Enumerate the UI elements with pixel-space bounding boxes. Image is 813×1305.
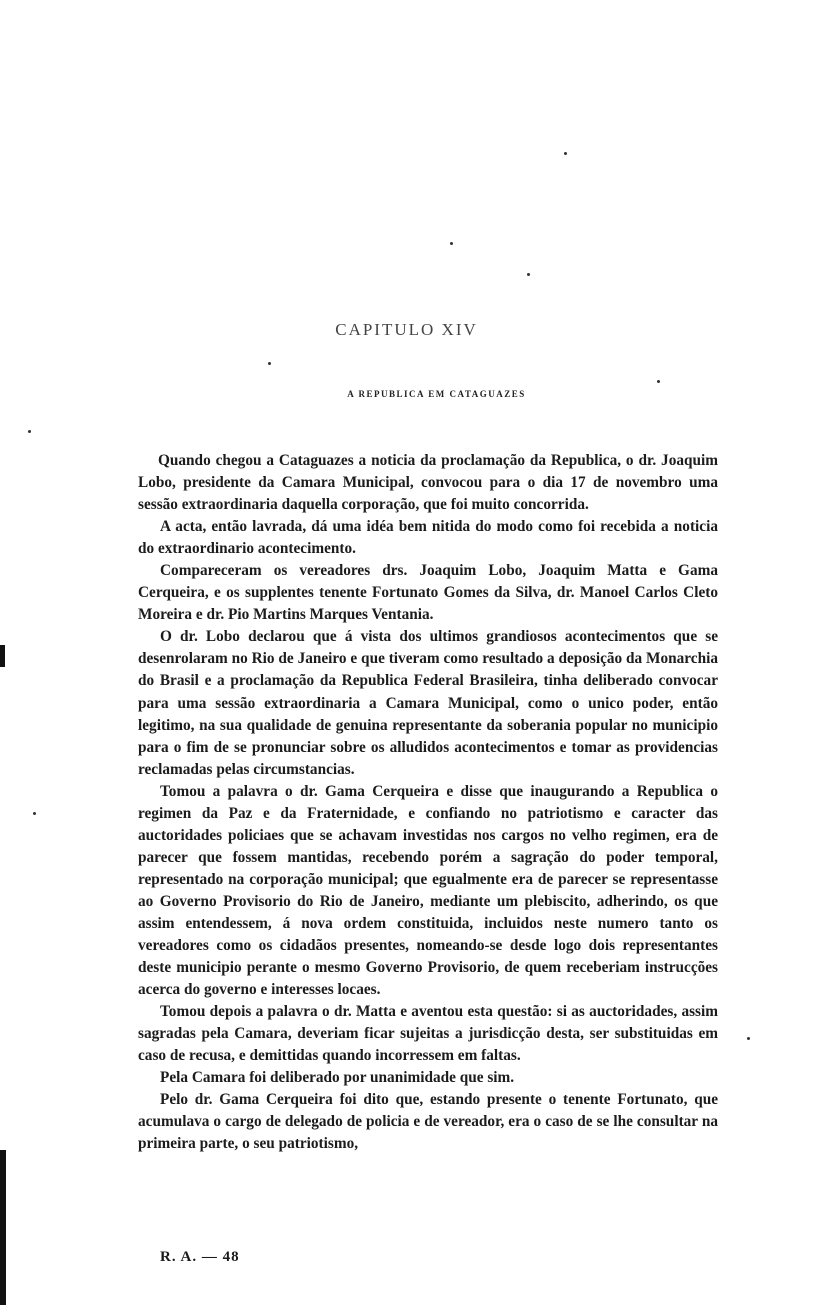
paragraph: Compareceram os vereadores drs. Joaquim Lobo, Joaquim Matta e Gama Cerqueira, e os supplentes tenente Fortunato Gomes da Silva, dr. Manoel Carlos Cleto Moreira e dr. Pio Martins Marques Ventania.	[138, 562, 718, 624]
scan-speck	[33, 812, 36, 815]
scan-speck	[268, 362, 271, 365]
paragraph: O dr. Lobo declarou que á vista dos ultimos grandiosos acontecimentos que se desenrolaram no Rio de Janeiro e que tiveram como resultado a deposição da Monarchia do Brasil e a proclamação da Republica Federal Brasileira, tinha deliberado convocar para uma sessão extraordinaria a Camara Municipal, como o unico poder, então legitimo, na sua qualidade de genuina representante da soberania popular no municipio para o fim de se pronunciar sobre os alludidos acontecimentos e tomar as providencias reclamadas pelas circumstancias.	[138, 628, 718, 778]
left-edge-mark	[0, 1150, 6, 1305]
scan-speck	[527, 273, 530, 276]
chapter-body	[138, 450, 718, 1156]
scan-speck	[564, 152, 567, 155]
paragraph: Pelo dr. Gama Cerqueira foi dito que, estando presente o tenente Fortunato, que acumulava o cargo de delegado de policia e de vereador, era o caso de se lhe consultar na primeira parte, o seu patriotismo,	[138, 1091, 718, 1153]
paragraph: Tomou depois a palavra o dr. Matta e aventou esta questão: si as auctoridades, assim sagradas pela Camara, deveriam ficar sujeitas a jurisdicção desta, ser substituidas em caso de recusa, e demittidas quando incorressem em faltas.	[138, 1003, 718, 1065]
page-signature: R. A. — 48	[160, 1249, 240, 1265]
paragraph: Tomou a palavra o dr. Gama Cerqueira e disse que inaugurando a Republica o regimen da Paz e da Fraternidade, e confiando no patriotismo e caracter das auctoridades policiaes que se achavam investidas nos cargos no velho regimen, era de parecer que fossem mantidas, recebendo porém a sagração do poder temporal, representado na corporação municipal; que egualmente era de parecer se representasse ao Governo Provisorio do Rio de Janeiro, mediante um plebiscito, adherindo, os que assim entendessem, á nova ordem constituida, incluidos neste numero tanto os vereadores como os cidadãos presentes, nomeando-se desde logo dois representantes deste municipio perante o mesmo Governo Provisorio, de quem receberiam instrucções acerca do governo e interesses locaes.	[138, 782, 718, 999]
scan-speck	[747, 1037, 750, 1040]
section-title: A REPUBLICA EM CATAGUAZES	[347, 389, 526, 399]
scan-speck	[450, 242, 453, 245]
paragraph: A acta, então lavrada, dá uma idéa bem nitida do modo como foi recebida a noticia do extraordinario acontecimento.	[138, 518, 718, 558]
paragraph: Quando chegou a Cataguazes a noticia da proclamação da Republica, o dr. Joaquim Lobo, presidente da Camara Municipal, convocou para o dia 17 de novembro uma sessão extraordinaria daquella corporação, que foi muito concorrida.	[138, 452, 718, 514]
paragraph: Pela Camara foi deliberado por unanimidade que sim.	[160, 1069, 515, 1087]
scan-speck	[28, 430, 31, 433]
left-edge-mark	[0, 645, 5, 667]
scan-speck	[657, 380, 660, 383]
chapter-title: CAPITULO XIV	[335, 320, 478, 339]
